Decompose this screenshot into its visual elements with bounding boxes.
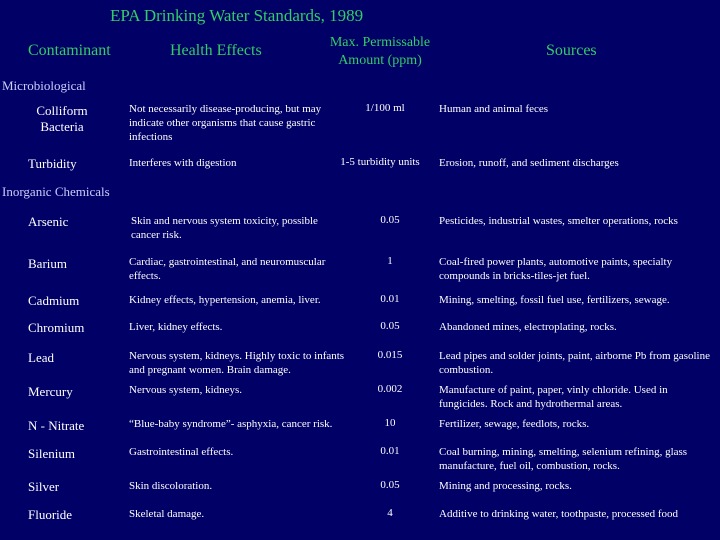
row-sources: Mining and processing, rocks. bbox=[439, 480, 572, 492]
header-health-effects: Health Effects bbox=[170, 42, 262, 59]
row-name: Silver bbox=[28, 479, 60, 494]
row-amount: 10 bbox=[384, 417, 396, 429]
row-amount: 0.05 bbox=[380, 479, 400, 491]
row-effects: Nervous system, kidneys. Highly toxic to infants and pregnant women. Brain damage. bbox=[129, 350, 345, 376]
row-amount: 0.05 bbox=[380, 214, 400, 226]
row-sources: Mining, smelting, fossil fuel use, fertilizers, sewage. bbox=[439, 294, 670, 306]
row-amount: 0.05 bbox=[380, 320, 400, 332]
header-contaminant: Contaminant bbox=[28, 42, 111, 59]
row-name: Chromium bbox=[28, 320, 85, 335]
section-inorganic: Inorganic Chemicals bbox=[2, 184, 110, 199]
row-sources: Coal burning, mining, smelting, selenium refining, glass manufacture, fuel oil, combustion, rocks. bbox=[439, 446, 688, 472]
row-sources: Coal-fired power plants, automotive paints, specialty compounds in bricks-tiles-jet fuel. bbox=[439, 256, 673, 282]
row-name: Cadmium bbox=[28, 293, 80, 308]
row-amount: 0.002 bbox=[377, 383, 403, 395]
row-effects: “Blue-baby syndrome”- asphyxia, cancer risk. bbox=[129, 418, 333, 430]
row-effects: Skeletal damage. bbox=[129, 508, 205, 520]
row-name: Colliform Bacteria bbox=[36, 103, 88, 134]
row-name: Arsenic bbox=[28, 214, 69, 229]
row-name: Silenium bbox=[28, 446, 75, 461]
row-amount: 0.01 bbox=[380, 293, 400, 305]
row-name: Lead bbox=[28, 350, 54, 365]
row-effects: Cardiac, gastrointestinal, and neuromuscular effects. bbox=[129, 256, 326, 282]
row-effects: Skin and nervous system toxicity, possible cancer risk. bbox=[131, 215, 318, 241]
row-name: Fluoride bbox=[28, 507, 73, 522]
page-title: EPA Drinking Water Standards, 1989 bbox=[110, 6, 364, 25]
row-sources: Fertilizer, sewage, feedlots, rocks. bbox=[439, 418, 590, 430]
row-sources: Abandoned mines, electroplating, rocks. bbox=[439, 321, 617, 333]
row-name: Turbidity bbox=[28, 156, 77, 171]
header-sources: Sources bbox=[546, 42, 597, 59]
row-effects: Kidney effects, hypertension, anemia, liver. bbox=[129, 294, 321, 306]
row-sources: Human and animal feces bbox=[439, 103, 549, 115]
row-effects: Interferes with digestion bbox=[129, 157, 237, 169]
row-amount: 0.01 bbox=[380, 445, 400, 457]
row-sources: Additive to drinking water, toothpaste, processed food bbox=[439, 508, 679, 520]
row-effects: Skin discoloration. bbox=[129, 480, 213, 492]
header-max-amount: Max. Permissable Amount (ppm) bbox=[329, 35, 431, 68]
row-effects: Not necessarily disease-producing, but may indicate other organisms that cause gastric infections bbox=[129, 103, 322, 143]
row-amount: 4 bbox=[387, 507, 393, 519]
row-name: Mercury bbox=[28, 384, 73, 399]
row-sources: Erosion, runoff, and sediment discharges bbox=[439, 157, 619, 169]
section-microbiological: Microbiological bbox=[2, 78, 86, 93]
row-amount: 0.015 bbox=[377, 349, 403, 361]
row-amount: 1-5 turbidity units bbox=[340, 156, 420, 168]
row-amount: 1/100 ml bbox=[365, 102, 405, 114]
row-sources: Pesticides, industrial wastes, smelter operations, rocks bbox=[439, 215, 678, 227]
row-name: Barium bbox=[28, 256, 67, 271]
row-effects: Liver, kidney effects. bbox=[129, 321, 223, 333]
row-effects: Gastrointestinal effects. bbox=[129, 446, 234, 458]
row-sources: Manufacture of paint, paper, vinly chloride. Used in fungicides. Rock and hydrothermal areas. bbox=[439, 384, 668, 410]
row-sources: Lead pipes and solder joints, paint, airborne Pb from gasoline combustion. bbox=[439, 350, 710, 376]
row-effects: Nervous system, kidneys. bbox=[129, 384, 243, 396]
row-name: N - Nitrate bbox=[28, 418, 85, 433]
row-amount: 1 bbox=[387, 255, 393, 267]
